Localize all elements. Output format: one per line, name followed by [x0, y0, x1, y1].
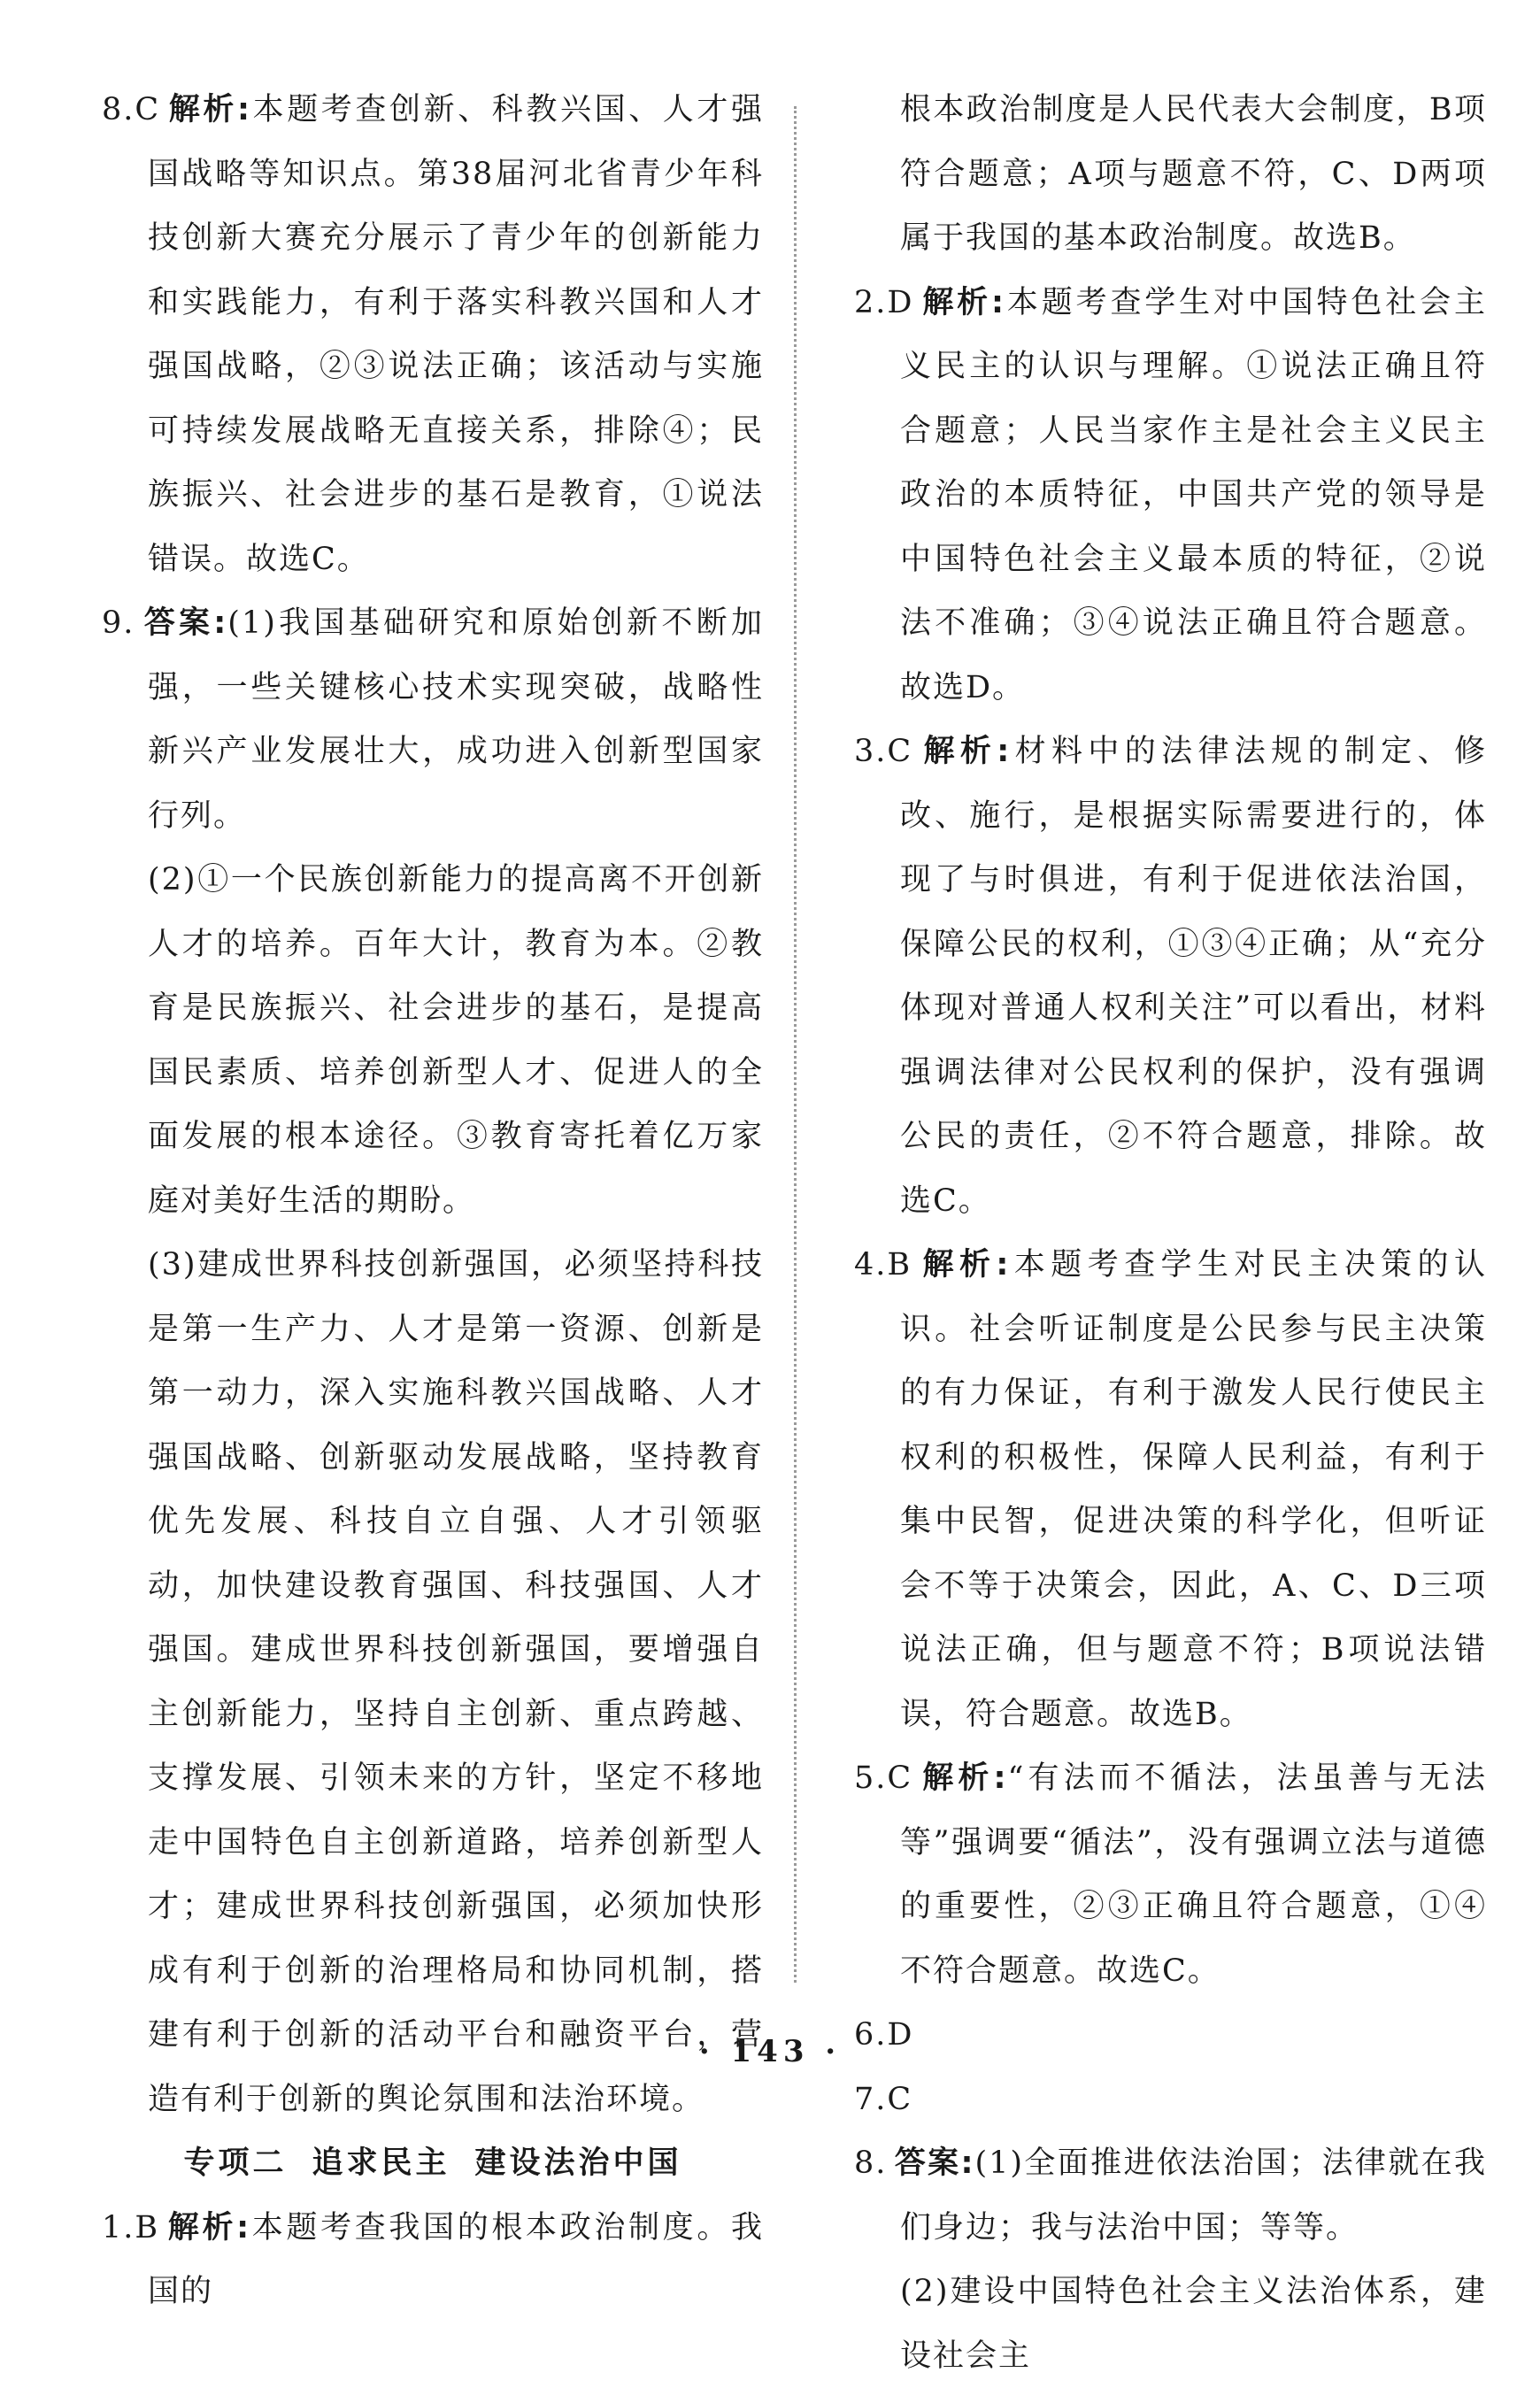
analysis-text: 本题考查我国的根本政治制度。我国的 — [148, 2209, 764, 2309]
question-number: 4.B — [854, 1247, 912, 1283]
answer-item-1-continued: 根本政治制度是人民代表大会制度，B项符合题意；A项与题意不符，C、D两项属于我国的基本政治制度。故选B。 — [900, 92, 1487, 256]
analysis-text: “有法而不循法，法虽善与无法等”强调要“循法”，没有强调立法与道德的重要性，②③正确且符合题意，①④不符合题意。故选C。 — [900, 1760, 1487, 1989]
answer-item-8b — [854, 2131, 1487, 2260]
analysis-label: 解析 — [919, 1247, 997, 1283]
analysis-label: 解析 — [167, 92, 237, 127]
answer-label: 答案 — [142, 605, 214, 641]
answer-item-7 — [854, 2068, 1487, 2132]
answer-item-2 — [854, 271, 1487, 720]
page-number: · 143 · — [698, 2034, 842, 2069]
answer-item-3 — [854, 720, 1487, 1233]
analysis-label: 解析 — [920, 284, 992, 320]
answer-item-4 — [854, 1233, 1487, 1746]
answer-part-2: (2)建设中国特色社会主义法治体系，建设社会主 — [900, 2274, 1487, 2374]
question-number: 2.D — [854, 284, 914, 320]
answer-part-2: (2)①一个民族创新能力的提高离不开创新人才的培养。百年大计，教育为本。②教育是民族振兴、社会进步的基石，是提高国民素质、培养创新型人才、促进人的全面发展的根本途径。③教育寄托着亿万家庭对美好生活的期盼。 — [148, 862, 764, 1219]
analysis-label: 解析 — [920, 734, 997, 769]
colon: : — [236, 2209, 251, 2245]
colon: : — [993, 1760, 1008, 1796]
analysis-text: 材料中的法律法规的制定、修改、施行，是根据实际需要进行的，体现了与时俱进，有利于促进依法治国，保障公民的权利，①③④正确；从“充分体现对普通人权利关注”可以看出，材料强调法律对公民权利的保护，没有强调公民的责任，②不符合题意，排除。故选C。 — [900, 734, 1487, 1219]
answer-part-1: (1)我国基础研究和原始创新不断加强，一些关键核心技术实现突破，战略性新兴产业发展壮大，成功进入创新型国家行列。 — [148, 605, 764, 834]
question-number: 9. — [102, 605, 135, 641]
answer-label: 答案 — [894, 2145, 961, 2181]
section-title-1: 追求民主 — [312, 2145, 450, 2181]
colon: : — [997, 734, 1012, 769]
question-number: 1.B — [102, 2209, 160, 2245]
colon: : — [960, 2145, 975, 2181]
analysis-label: 解析 — [166, 2209, 237, 2245]
analysis-text: 本题考查学生对民主决策的认识。社会听证制度是公民参与民主决策的有力保证，有利于激发人民行使民主权利的积极性，保障人民利益，有利于集中民智，促进决策的科学化，但听证会不等于决策会，因此，A、C、D三项说法正确，但与题意不符；B项说法错误，符合题意。故选B。 — [900, 1247, 1487, 1732]
colon: : — [213, 605, 228, 641]
question-number: 3.C — [854, 734, 913, 769]
question-number: 8.C — [102, 92, 161, 127]
left-column — [102, 78, 764, 2324]
section-heading — [102, 2131, 764, 2196]
section-title-2: 建设法治中国 — [474, 2145, 682, 2181]
question-number: 8. — [854, 2145, 888, 2181]
answer-part-1: (1)全面推进依法治国；法律就在我们身边；我与法治中国；等等。 — [900, 2145, 1487, 2245]
answer-part-3: (3)建成世界科技创新强国，必须坚持科技是第一生产力、人才是第一资源、创新是第一动力，深入实施科教兴国战略、人才强国战略、创新驱动发展战略，坚持教育优先发展、科技自立自强、人才引领驱动，加快建设教育强国、科技强国、人才强国。建成世界科技创新强国，要增强自主创新能力，坚持自主创新、重点跨越、支撑发展、引领未来的方针，坚定不移地走中国特色自主创新道路，培养创新型人才；建成世界科技创新强国，必须加快形成有利于创新的治理格局和协同机制，搭建有利于创新的活动平台和融资平台，营造有利于创新的舆论氛围和法治环境。 — [148, 1247, 764, 2117]
answer-item-1 — [102, 2196, 764, 2324]
colon: : — [996, 1247, 1011, 1283]
question-number: 7.C — [854, 2081, 913, 2117]
answer-item-5 — [854, 1746, 1487, 2003]
analysis-text: 本题考查学生对中国特色社会主义民主的认识与理解。①说法正确且符合题意；人民当家作主是社会主义民主政治的本质特征，中国共产党的领导是中国特色社会主义最本质的特征，②说法不准确；③④说法正确且符合题意。故选D。 — [900, 284, 1487, 705]
question-number: 5.C — [854, 1760, 913, 1796]
column-divider — [794, 106, 797, 1983]
answer-item-9 — [102, 591, 764, 848]
colon: : — [237, 92, 251, 127]
analysis-text: 本题考查创新、科教兴国、人才强国战略等知识点。第38届河北省青少年科技创新大赛充分展示了青少年的创新能力和实践能力，有利于落实科教兴国和人才强国战略，②③说法正确；该活动与实施可持续发展战略无直接关系，排除④；民族振兴、社会进步的基石是教育，①说法错误。故选C。 — [148, 92, 764, 577]
question-number: 6.D — [854, 2017, 914, 2053]
analysis-label: 解析 — [920, 1760, 994, 1796]
answer-item-8 — [102, 78, 764, 591]
section-prefix: 专项二 — [183, 2145, 288, 2181]
colon: : — [991, 284, 1006, 320]
